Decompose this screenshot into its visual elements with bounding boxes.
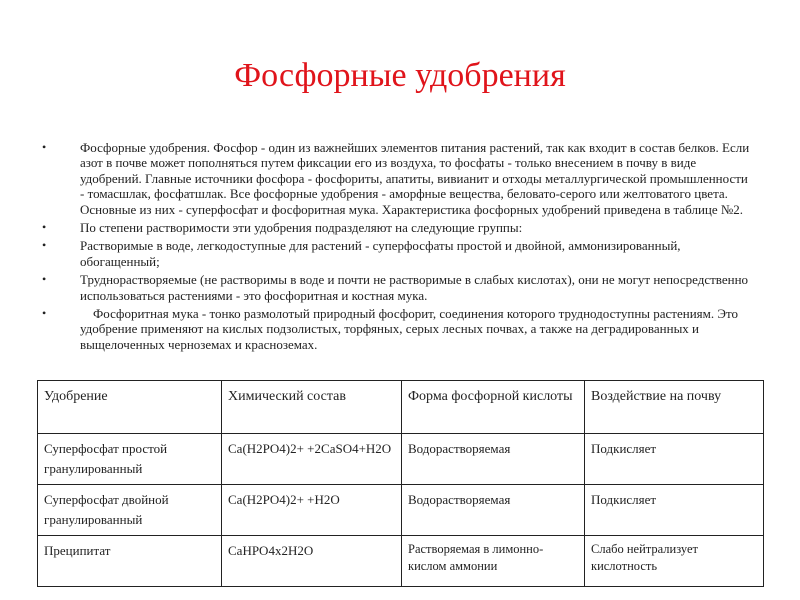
column-header-fertilizer: Удобрение bbox=[38, 381, 222, 434]
bullet-marker: • bbox=[42, 306, 47, 321]
table-cell: Подкисляет bbox=[585, 434, 764, 485]
table-cell: Ca(H2PO4)2+ +2CaSO4+H2O bbox=[222, 434, 402, 485]
column-header-soil-effect: Воздействие на почву bbox=[585, 381, 764, 434]
list-item bbox=[38, 272, 750, 303]
table-row bbox=[38, 536, 764, 587]
table-cell: Преципитат bbox=[38, 536, 222, 587]
table-header-row bbox=[38, 381, 764, 434]
bullet-text: Труднорастворяемые (не растворимы в воде и почти не растворимые в слабых кислотах), они не могут непосредственно использоваться растениями - это фосфоритная и костная мука. bbox=[80, 272, 749, 303]
column-header-acid-form: Форма фосфорной кислоты bbox=[402, 381, 585, 434]
page-title: Фосфорные удобрения bbox=[234, 57, 566, 94]
table-cell: Суперфосфат двойной гранулированный bbox=[38, 485, 222, 536]
bullet-marker: • bbox=[42, 140, 47, 154]
table-cell: Ca(H2PO4)2+ +H2O bbox=[222, 485, 402, 536]
table-row bbox=[38, 434, 764, 485]
table-cell: Растворяемая в лимонно-кислом аммонии bbox=[402, 536, 585, 587]
bullet-text: Фосфорные удобрения. Фосфор - один из важнейших элементов питания растений, так как входит в состав белков. Если азот в почве может пополняться путем фиксации его из воздуха, то фосфаты - только внесением в почву в виде удобрений. Главные источники фосфора - фосфориты, апатиты, вивианит и отходы металлургической промышленности - томасшлак, фосфатшлак. Все фосфорные удобрения - аморфные вещества, беловато-серого или желтоватого цвета. Основные из них - суперфосфат и фосфоритная мука. Характеристика фосфорных удобрений приведена в таблице №2. bbox=[80, 140, 750, 217]
table-cell: CaHPO4x2H2O bbox=[222, 536, 402, 587]
table-cell: Суперфосфат простой гранулированный bbox=[38, 434, 222, 485]
bullet-marker: • bbox=[42, 272, 47, 287]
column-header-composition: Химический состав bbox=[222, 381, 402, 434]
list-item bbox=[38, 140, 750, 217]
bullet-list bbox=[38, 140, 750, 355]
bullet-text: Растворимые в воде, легкодоступные для растений - суперфосфаты простой и двойной, аммонизированный, обогащенный; bbox=[80, 238, 681, 269]
fertilizer-table bbox=[37, 380, 764, 587]
bullet-marker: • bbox=[42, 220, 47, 235]
table-cell: Подкисляет bbox=[585, 485, 764, 536]
table-cell: Водорастворяемая bbox=[402, 485, 585, 536]
list-item bbox=[38, 306, 750, 352]
list-item bbox=[38, 220, 750, 235]
bullet-text: По степени растворимости эти удобрения подразделяют на следующие группы: bbox=[80, 220, 523, 236]
bullet-marker: • bbox=[42, 238, 47, 253]
list-item bbox=[38, 238, 750, 269]
table-row bbox=[38, 485, 764, 536]
bullet-text: Фосфоритная мука - тонко размолотый природный фосфорит, соединения которого труднодоступны растениям. Это удобрение применяют на кислых подзолистых, торфяных, серых лесных почвах, а также на деградированных и выщелоченных черноземах и красноземах. bbox=[80, 306, 742, 352]
table-cell: Водорастворяемая bbox=[402, 434, 585, 485]
table-cell: Слабо нейтрализует кислотность bbox=[585, 536, 764, 587]
